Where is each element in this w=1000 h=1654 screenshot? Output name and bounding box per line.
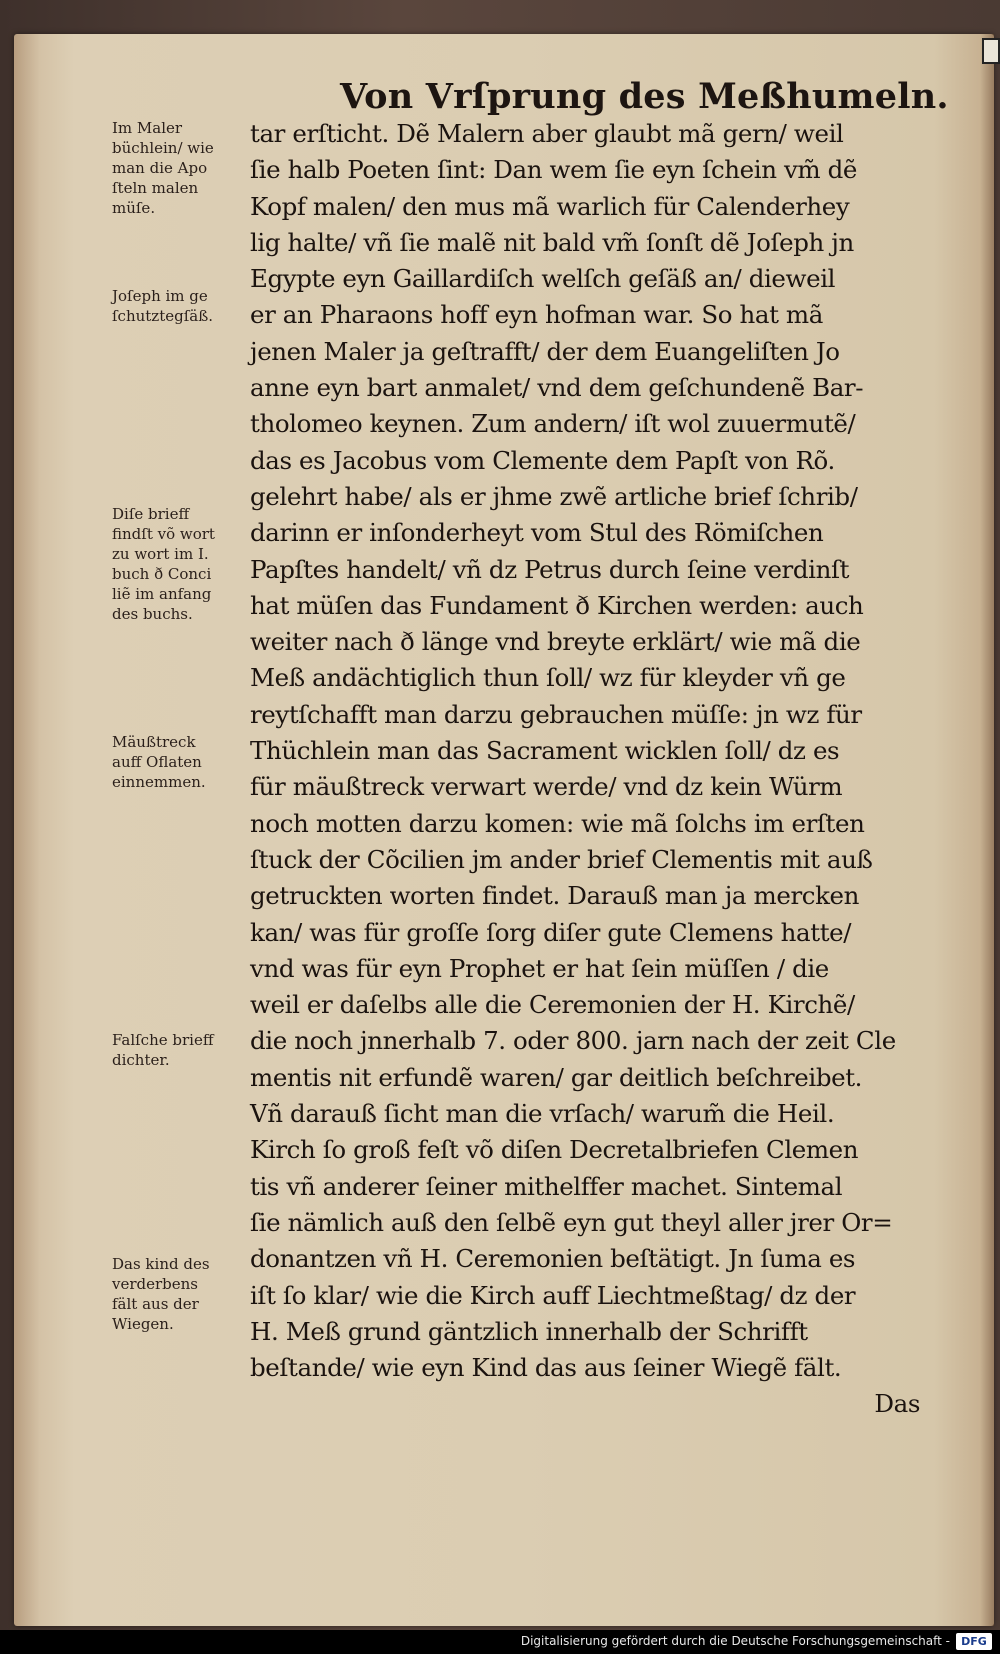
margin-note-line: Im Maler xyxy=(112,119,183,137)
text-line: lig halte/ vñ ſie malẽ nit bald vm̃ ſonſt dẽ Joſeph jn xyxy=(250,227,854,257)
text-line: reytſchafft man darzu gebrauchen müſſe: jn wz für xyxy=(250,699,862,729)
text-line: noch motten darzu komen: wie mã ſolchs im erſten xyxy=(250,808,865,838)
text-line: beſtande/ wie eyn Kind das aus ſeiner Wiegẽ fält. xyxy=(250,1353,842,1383)
text-line: getruckten worten findet. Darauß man ja mercken xyxy=(250,881,860,911)
scan-corner-marker xyxy=(982,38,1000,64)
catchword: Das xyxy=(874,1389,920,1419)
margin-note-line: Wiegen. xyxy=(112,1315,174,1333)
text-line: Kopf malen/ den mus mã warlich für Calenderhey xyxy=(250,191,850,221)
text-line: tholomeo keynen. Zum andern/ iſt wol zuuermutẽ/ xyxy=(250,409,856,439)
text-line: Kirch ſo groß feſt võ diſen Decretalbriefen Clemen xyxy=(250,1135,859,1165)
margin-note-6 xyxy=(112,1254,244,1334)
margin-note-line: Joſeph im ge xyxy=(112,287,208,305)
running-header: Von Vrſprung des Meßhumeln. xyxy=(340,76,949,117)
text-line: ſie halb Poeten ſint: Dan wem ſie eyn ſchein vm̃ dẽ xyxy=(250,155,858,185)
margin-note-line: ſteln malen xyxy=(112,179,199,197)
text-line: Meß andächtiglich thun ſoll/ wz für kleyder vñ ge xyxy=(250,663,846,693)
margin-note-line: ſchutztegſäß. xyxy=(112,307,213,325)
text-line: Vñ darauß ſicht man die vrſach/ warum̃ die Heil. xyxy=(250,1099,835,1129)
text-line: weil er daſelbs alle die Ceremonien der H. Kirchẽ/ xyxy=(250,990,855,1020)
text-line: für mäußtreck verwart werde/ vnd dz kein Würm xyxy=(250,772,843,802)
margin-note-1 xyxy=(112,118,244,218)
text-line: mentis nit erfundẽ waren/ gar deitlich beſchreibet. xyxy=(250,1062,863,1092)
page-edge-shadow xyxy=(980,34,994,1626)
margin-note-line: findſt võ wort xyxy=(112,525,215,543)
text-line: tis vñ anderer ſeiner mithelffer machet. Sintemal xyxy=(250,1171,843,1201)
text-line: donantzen vñ H. Ceremonien beſtätigt. Jn ſuma es xyxy=(250,1244,856,1274)
margin-note-4 xyxy=(112,732,244,792)
margin-note-2 xyxy=(112,286,244,326)
text-line: iſt ſo klar/ wie die Kirch auff Liechtmeßtag/ dz der xyxy=(250,1280,856,1310)
text-line: Egypte eyn Gaillardiſch welſch geſäß an/ dieweil xyxy=(250,264,836,294)
margin-note-line: müſe. xyxy=(112,199,156,217)
text-line: vnd was für eyn Prophet er hat ſein müſſen / die xyxy=(250,953,829,983)
margin-note-line: büchlein/ wie xyxy=(112,139,214,157)
margin-note-5 xyxy=(112,1030,244,1070)
margin-note-line: Diſe brieff xyxy=(112,505,190,523)
text-line: hat müſen das Fundament ð Kirchen werden: auch xyxy=(250,590,864,620)
text-line: weiter nach ð länge vnd breyte erklärt/ wie mã die xyxy=(250,627,861,657)
margin-note-line: zu wort im I. xyxy=(112,545,209,563)
text-line: gelehrt habe/ als er jhme zwẽ artliche brief ſchrib/ xyxy=(250,481,858,511)
text-line: ſie nämlich auß den ſelbẽ eyn gut theyl aller jrer Or= xyxy=(250,1207,893,1237)
text-line: H. Meß grund gäntzlich innerhalb der Schrifft xyxy=(250,1316,808,1346)
margin-note-line: einnemmen. xyxy=(112,773,206,791)
footer-credit: Digitalisierung gefördert durch die Deutsche Forschungsgemeinschaft - xyxy=(520,1634,950,1648)
margin-note-line: Das kind des xyxy=(112,1255,210,1273)
margin-note-line: Mäußtreck xyxy=(112,733,196,751)
margin-note-line: verderbens xyxy=(112,1275,199,1293)
margin-note-line: liẽ im anfang xyxy=(112,585,212,603)
body-text xyxy=(250,116,930,1423)
margin-note-line: fält aus der xyxy=(112,1295,199,1313)
text-line: anne eyn bart anmalet/ vnd dem geſchundenẽ Bar- xyxy=(250,373,864,403)
margin-note-3 xyxy=(112,504,244,624)
text-line: jenen Maler ja geſtrafft/ der dem Euangeliſten Jo xyxy=(250,336,840,366)
margin-note-line: auff Oflaten xyxy=(112,753,202,771)
margin-note-line: Falſche brieff xyxy=(112,1031,214,1049)
dfg-logo: DFG xyxy=(956,1633,992,1650)
text-line: er an Pharaons hoff eyn hofman war. So hat mã xyxy=(250,300,823,330)
margin-note-line: des buchs. xyxy=(112,605,193,623)
text-line: tar erſticht. Dẽ Malern aber glaubt mã gern/ weil xyxy=(250,119,844,148)
margin-note-line: buch ð Conci xyxy=(112,565,212,583)
footer-bar xyxy=(0,1630,1000,1654)
margin-note-line: man die Apo xyxy=(112,159,208,177)
text-line: Papſtes handelt/ vñ dz Petrus durch ſeine verdinſt xyxy=(250,554,850,584)
text-line: das es Jacobus vom Clemente dem Papſt von Rõ. xyxy=(250,445,835,475)
text-line: die noch jnnerhalb 7. oder 800. jarn nach der zeit Cle xyxy=(250,1026,896,1056)
text-line: ſtuck der Cõcilien jm ander brief Clementis mit auß xyxy=(250,844,873,874)
margin-note-line: dichter. xyxy=(112,1051,170,1069)
text-line: kan/ was für groſſe ſorg diſer gute Clemens hatte/ xyxy=(250,917,852,947)
text-line: Thüchlein man das Sacrament wicklen ſoll/ dz es xyxy=(250,736,840,766)
text-line: darinn er inſonderheyt vom Stul des Römiſchen xyxy=(250,518,824,548)
